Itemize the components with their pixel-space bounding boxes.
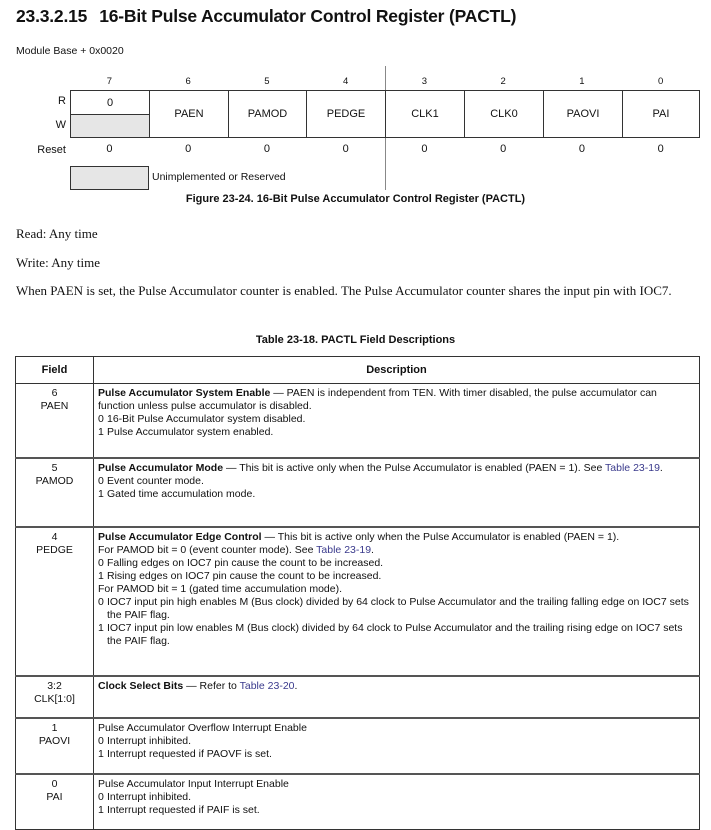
desc-subheading: For PAMOD bit = 0 (event counter mode). See: [98, 544, 317, 556]
field-pai: PAI: [652, 108, 670, 120]
field-bits: 0: [51, 778, 58, 790]
option-value: Interrupt requested if PAIF is set.: [107, 804, 260, 816]
desc-title: Clock Select Bits: [98, 680, 184, 692]
write-access: Write: Any time: [16, 255, 100, 270]
bit-number: 3: [421, 76, 428, 87]
bit-number: 2: [500, 76, 506, 87]
bit-number: 5: [264, 76, 270, 87]
row-label-read: R: [58, 95, 66, 107]
desc-text: — This bit is active only when the Pulse Accumulator is enabled (PAEN = 1).: [261, 531, 620, 543]
description-cell: [94, 384, 700, 459]
option-value: Falling edges on IOC7 pin cause the count to be increased.: [107, 557, 384, 569]
option-key: 1: [98, 748, 104, 760]
option-key: 1: [98, 804, 104, 816]
desc-text: — This bit is active only when the Pulse Accumulator is enabled (PAEN = 1). See: [223, 462, 606, 474]
section-number: 23.3.2.15: [16, 6, 88, 26]
table-row: [16, 676, 700, 718]
desc-text: — PAEN is independent from TEN. With timer disabled, the pulse accumulator can function unless pulse accumulator is disabled.: [98, 387, 657, 412]
reset-value: 0: [106, 143, 113, 155]
desc-title: Pulse Accumulator System Enable: [98, 387, 271, 399]
field-bits: 6: [51, 387, 58, 399]
field-name: PAEN: [40, 400, 69, 412]
description-cell: [94, 774, 700, 830]
table-row: [16, 774, 700, 830]
desc-subheading: For PAMOD bit = 1 (gated time accumulation mode).: [98, 583, 343, 595]
reset-value: 0: [657, 143, 664, 155]
table-row: [16, 458, 700, 527]
header-description: Description: [94, 357, 700, 384]
option-value: 16-Bit Pulse Accumulator system disabled.: [107, 413, 306, 425]
read-access: Read: Any time: [16, 226, 98, 241]
legend-label: Unimplemented or Reserved: [152, 171, 286, 183]
field-pamod: PAMOD: [247, 108, 288, 120]
row-label-reset: Reset: [37, 144, 66, 156]
option-key: 0: [98, 735, 104, 747]
module-base-address: Module Base + 0x0020: [16, 45, 124, 57]
desc-punct: .: [371, 544, 374, 556]
desc-title: Pulse Accumulator Edge Control: [98, 531, 262, 543]
reset-value: 0: [263, 143, 270, 155]
description-paragraph: When PAEN is set, the Pulse Accumulator counter is enabled. The Pulse Accumulator counter shares the input pin with IOC7.: [16, 283, 672, 298]
bit-number: 1: [579, 76, 585, 87]
field-name: PAI: [46, 791, 63, 803]
desc-title: Pulse Accumulator Overflow Interrupt Enable: [98, 722, 307, 734]
option-key: 1: [98, 570, 104, 582]
table-header-row: [16, 357, 700, 384]
desc-title: Pulse Accumulator Mode: [98, 462, 224, 474]
field-bits: 1: [51, 722, 58, 734]
reset-value: 0: [421, 143, 428, 155]
field-cell: [16, 718, 94, 774]
option-value: Rising edges on IOC7 pin cause the count to be increased.: [107, 570, 382, 582]
bit-number: 7: [106, 76, 113, 87]
bit7-read-value: 0: [71, 91, 149, 115]
field-name: PEDGE: [36, 544, 73, 556]
option-key: 0: [98, 791, 104, 803]
legend-swatch-reserved: [70, 166, 149, 190]
option-key: 0: [98, 475, 104, 487]
field-cell: [16, 774, 94, 830]
option-key: 0: [98, 557, 104, 569]
bit7-write-reserved: [71, 115, 149, 137]
field-paovi: PAOVI: [566, 108, 600, 120]
table-row: [16, 718, 700, 774]
description-cell: [94, 458, 700, 527]
field-clk1: CLK1: [411, 108, 439, 120]
field-clk0: CLK0: [490, 108, 518, 120]
option-value: IOC7 input pin high enables M (Bus clock) divided by 64 clock to Pulse Accumulator and the trailing falling edge on IOC7 sets the PAIF flag.: [107, 596, 689, 621]
row-label-write: W: [55, 119, 66, 131]
field-name: PAOVI: [38, 735, 71, 747]
table-row: [16, 527, 700, 676]
bit-number: 4: [342, 76, 349, 87]
field-paen: PAEN: [174, 108, 204, 120]
option-value: Event counter mode.: [107, 475, 204, 487]
description-cell: [94, 676, 700, 718]
desc-title: Pulse Accumulator Input Interrupt Enable: [98, 778, 289, 790]
option-value: Interrupt requested if PAOVF is set.: [107, 748, 272, 760]
field-descriptions-table: [15, 356, 700, 830]
description-cell: [94, 527, 700, 676]
option-value: Interrupt inhibited.: [107, 735, 192, 747]
field-cell: [16, 458, 94, 527]
option-key: 1: [98, 622, 104, 634]
reset-value: 0: [578, 143, 585, 155]
option-value: IOC7 input pin low enables M (Bus clock) divided by 64 clock to Pulse Accumulator and the trailing rising edge on IOC7 sets the PAIF flag.: [107, 622, 683, 647]
bit-number: 0: [657, 76, 664, 87]
table-caption: Table 23-18. PACTL Field Descriptions: [255, 334, 456, 346]
field-name: PAMOD: [35, 475, 74, 487]
option-value: Interrupt inhibited.: [107, 791, 192, 803]
table-23-19-link[interactable]: Table 23-19: [316, 544, 372, 556]
figure-caption: Figure 23-24. 16-Bit Pulse Accumulator Control Register (PACTL): [185, 193, 526, 205]
bit-number: 6: [185, 76, 191, 87]
table-row: [16, 384, 700, 459]
section-title: 16-Bit Pulse Accumulator Control Register (PACTL): [99, 6, 517, 26]
reset-value: 0: [185, 143, 192, 155]
field-cell: [16, 527, 94, 676]
option-key: 1: [98, 426, 104, 438]
option-key: 0: [98, 413, 104, 425]
register-bit-grid: [70, 90, 700, 138]
header-field: Field: [16, 357, 94, 384]
option-key: 1: [98, 488, 104, 500]
reset-value: 0: [500, 143, 507, 155]
table-23-20-link[interactable]: Table 23-20: [239, 680, 295, 692]
desc-punct: .: [659, 462, 663, 474]
reset-value: 0: [342, 143, 349, 155]
field-cell: [16, 384, 94, 459]
table-23-19-link[interactable]: Table 23-19: [605, 462, 660, 474]
field-bits: 5: [51, 462, 58, 474]
field-name: CLK[1:0]: [34, 693, 75, 705]
option-value: Pulse Accumulator system enabled.: [107, 426, 274, 438]
section-heading: [16, 6, 516, 27]
field-bits: 4: [51, 531, 58, 543]
description-cell: [94, 718, 700, 774]
field-cell: [16, 676, 94, 718]
desc-punct: .: [294, 680, 298, 692]
option-value: Gated time accumulation mode.: [107, 488, 256, 500]
desc-text: — Refer to: [183, 680, 240, 692]
option-key: 0: [98, 596, 104, 608]
field-pedge: PEDGE: [326, 108, 366, 120]
field-bits: 3:2: [47, 680, 62, 692]
